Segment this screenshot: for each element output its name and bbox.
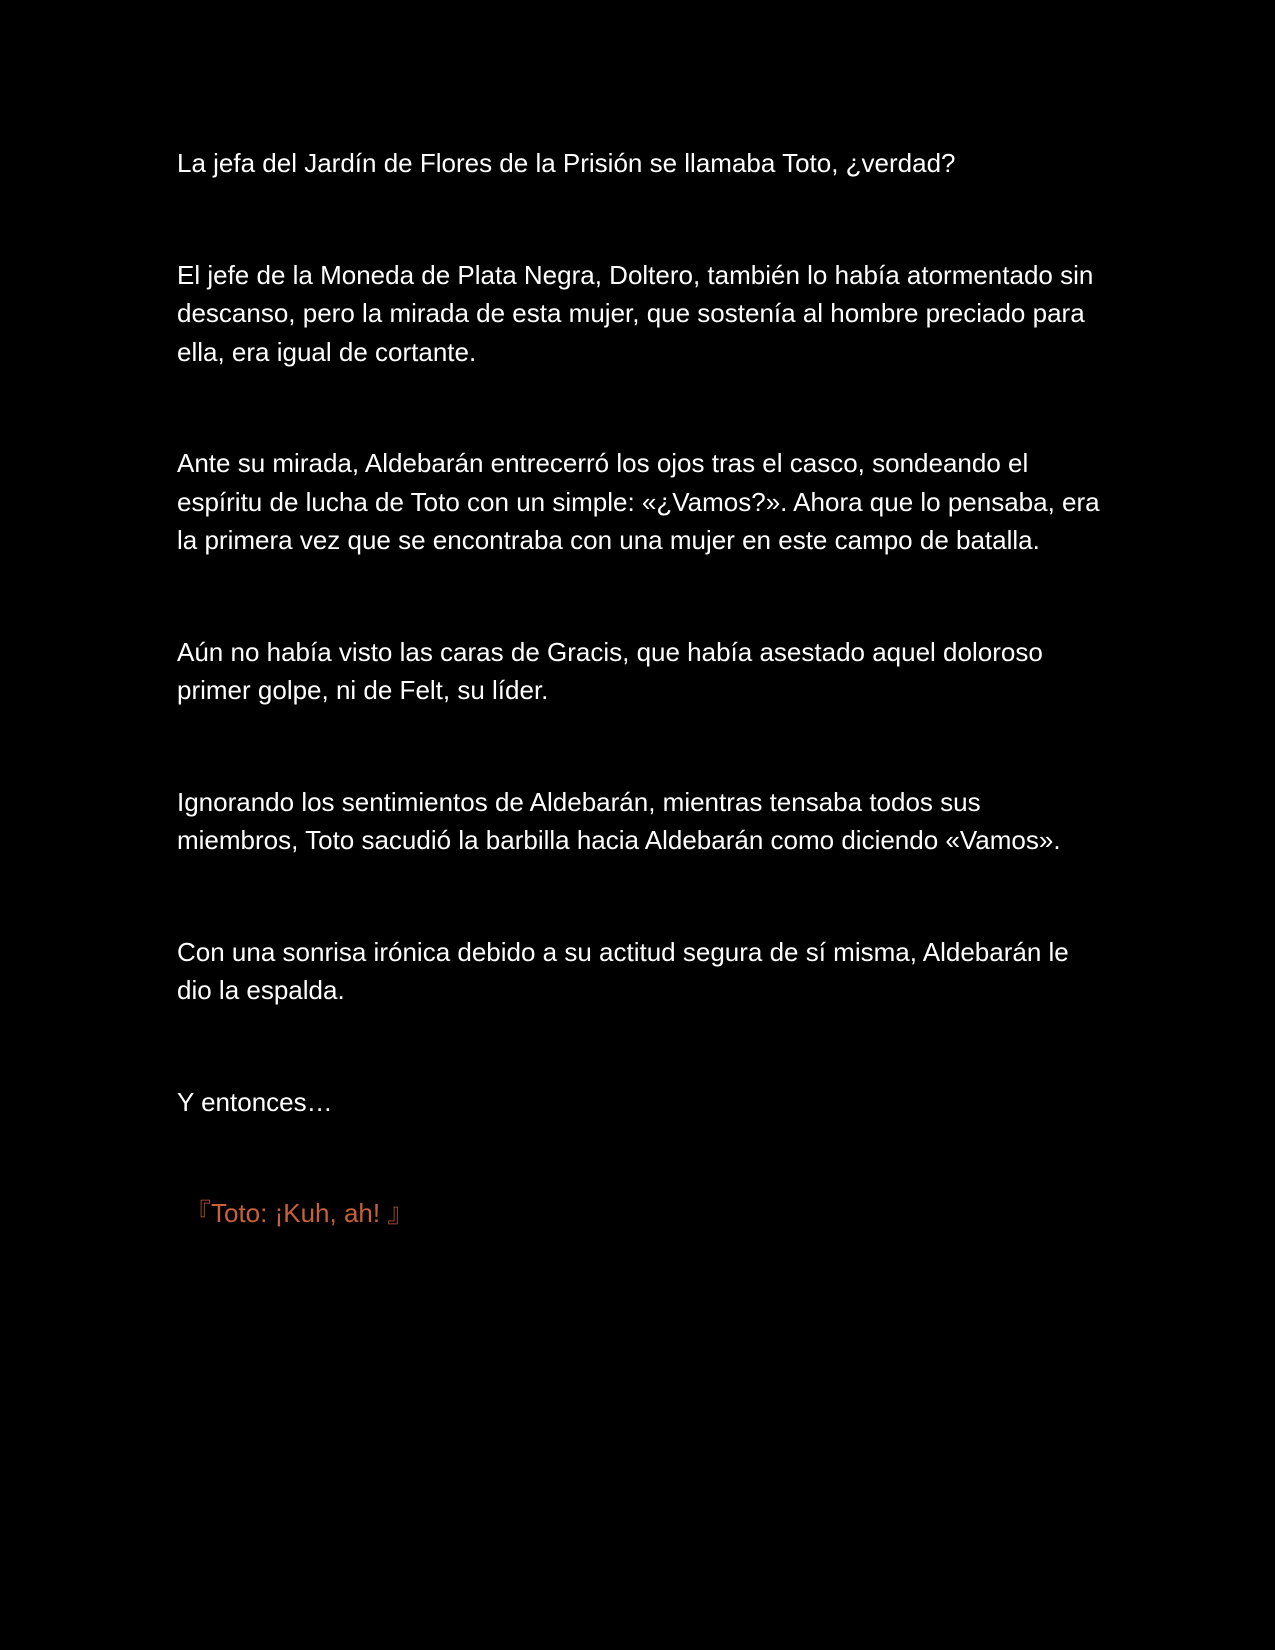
paragraph-5: Ignorando los sentimientos de Aldebarán, mientras tensaba todos sus miembros, Toto sacudió la barbilla hacia Aldebarán como diciendo «Vamos». — [177, 786, 1061, 855]
paragraph-3: Ante su mirada, Aldebarán entrecerró los ojos tras el casco, sondeando el espíritu de lucha de Toto con un simple: «¿Vamos?». Ahora que lo pensaba, era la primera vez que se encontraba con una mujer en este campo de batalla. — [177, 448, 1100, 555]
text-body — [177, 144, 1107, 1233]
paragraph-7: Y entonces… — [177, 1086, 333, 1117]
paragraph-4: Aún no había visto las caras de Gracis, que había asestado aquel doloroso primer golpe, ni de Felt, su líder. — [177, 636, 1043, 705]
paragraph-6: Con una sonrisa irónica debido a su actitud segura de sí misma, Aldebarán le dio la espalda. — [177, 936, 1069, 1005]
paragraph-1: La jefa del Jardín de Flores de la Prisión se llamaba Toto, ¿verdad? — [177, 148, 956, 178]
dialogue-line: 『Toto: ¡Kuh, ah! 』 — [185, 1198, 414, 1228]
paragraph-2: El jefe de la Moneda de Plata Negra, Doltero, también lo había atormentado sin descanso, pero la mirada de esta mujer, que sostenía al hombre preciado para ella, era igual de cortante. — [177, 259, 1094, 367]
